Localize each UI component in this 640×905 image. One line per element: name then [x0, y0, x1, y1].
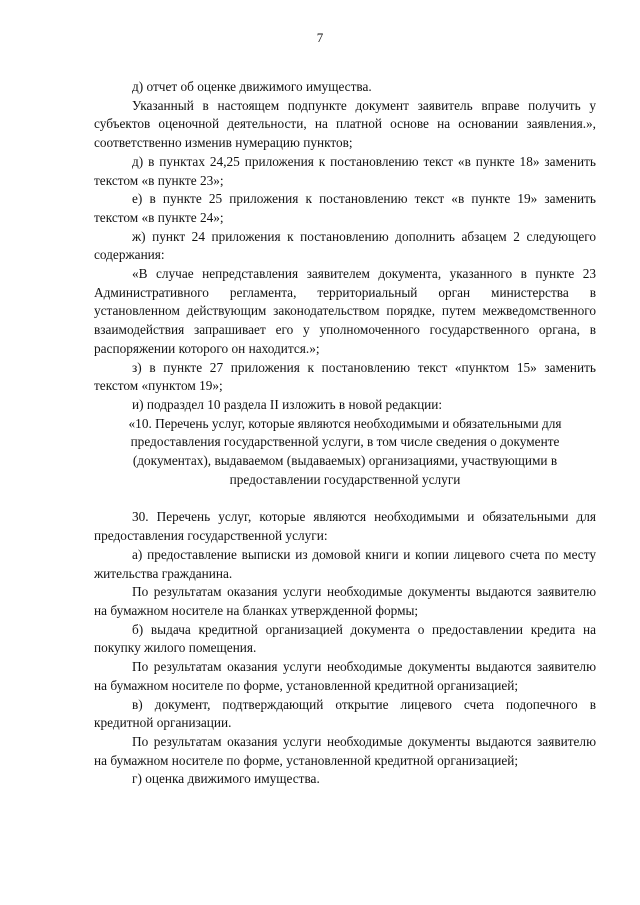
paragraph: «В случае непредставления заявителем документа, указанного в пункте 23 Административного регламента, территориальный орган министерства в установленном действующим законодательством порядке, путем межведомственного взаимодействия запрашивает его у уполномоченного государственного органа, в распоряжении которого он находится.»; — [94, 266, 596, 356]
section-paragraph: По результатам оказания услуги необходимые документы выдаются заявителю на бумажном носителе по форме, установленной кредитной организацией; — [94, 659, 596, 693]
section-paragraph: 30. Перечень услуг, которые являются необходимыми и обязательными для предоставления государственной услуги: — [94, 509, 596, 544]
section-heading: «10. Перечень услуг, которые являются необходимыми и обязательными для предоставления государственной услуги, в том числе сведения о документе (документах), выдаваемом (выдаваемых) организациями, участвующими в предоставлении государственной услуги — [128, 415, 562, 487]
page-number: 7 — [316, 30, 324, 45]
paragraph: и) подраздел 10 раздела II изложить в новой редакции: — [132, 396, 443, 412]
document-body — [94, 78, 596, 789]
paragraph: Указанный в настоящем подпункте документ заявитель вправе получить у субъектов оценочной деятельности, на платной основе на основании заявления.», соответственно изменив нумерацию пунктов; — [94, 97, 596, 151]
section-paragraph: По результатам оказания услуги необходимые документы выдаются заявителю на бумажном носителе по форме, установленной кредитной организацией; — [94, 733, 596, 768]
section-paragraph: По результатам оказания услуги необходимые документы выдаются заявителю на бумажном носителе на бланках утвержденной формы; — [94, 584, 596, 618]
section-paragraph: г) оценка движимого имущества. — [132, 771, 320, 787]
paragraph: ж) пункт 24 приложения к постановлению дополнить абзацем 2 следующего содержания: — [94, 228, 596, 263]
section-paragraph: б) выдача кредитной организацией документа о предоставлении кредита на покупку жилого помещения. — [94, 621, 596, 656]
paragraph: з) в пункте 27 приложения к постановлению текст «пунктом 15» заменить текстом «пунктом 19»; — [94, 359, 596, 394]
spacer — [94, 489, 596, 508]
section-paragraph: в) документ, подтверждающий открытие лицевого счета подопечного в кредитной организации. — [94, 696, 596, 731]
section-paragraph: а) предоставление выписки из домовой книги и копии лицевого счета по месту жительства гражданина. — [94, 546, 596, 581]
paragraph: е) в пункте 25 приложения к постановлению текст «в пункте 19» заменить текстом «в пункте 24»; — [94, 191, 596, 225]
paragraph: д) в пунктах 24,25 приложения к постановлению текст «в пункте 18» заменить текстом «в пункте 23»; — [94, 153, 596, 188]
paragraph: д) отчет об оценке движимого имущества. — [132, 79, 372, 94]
